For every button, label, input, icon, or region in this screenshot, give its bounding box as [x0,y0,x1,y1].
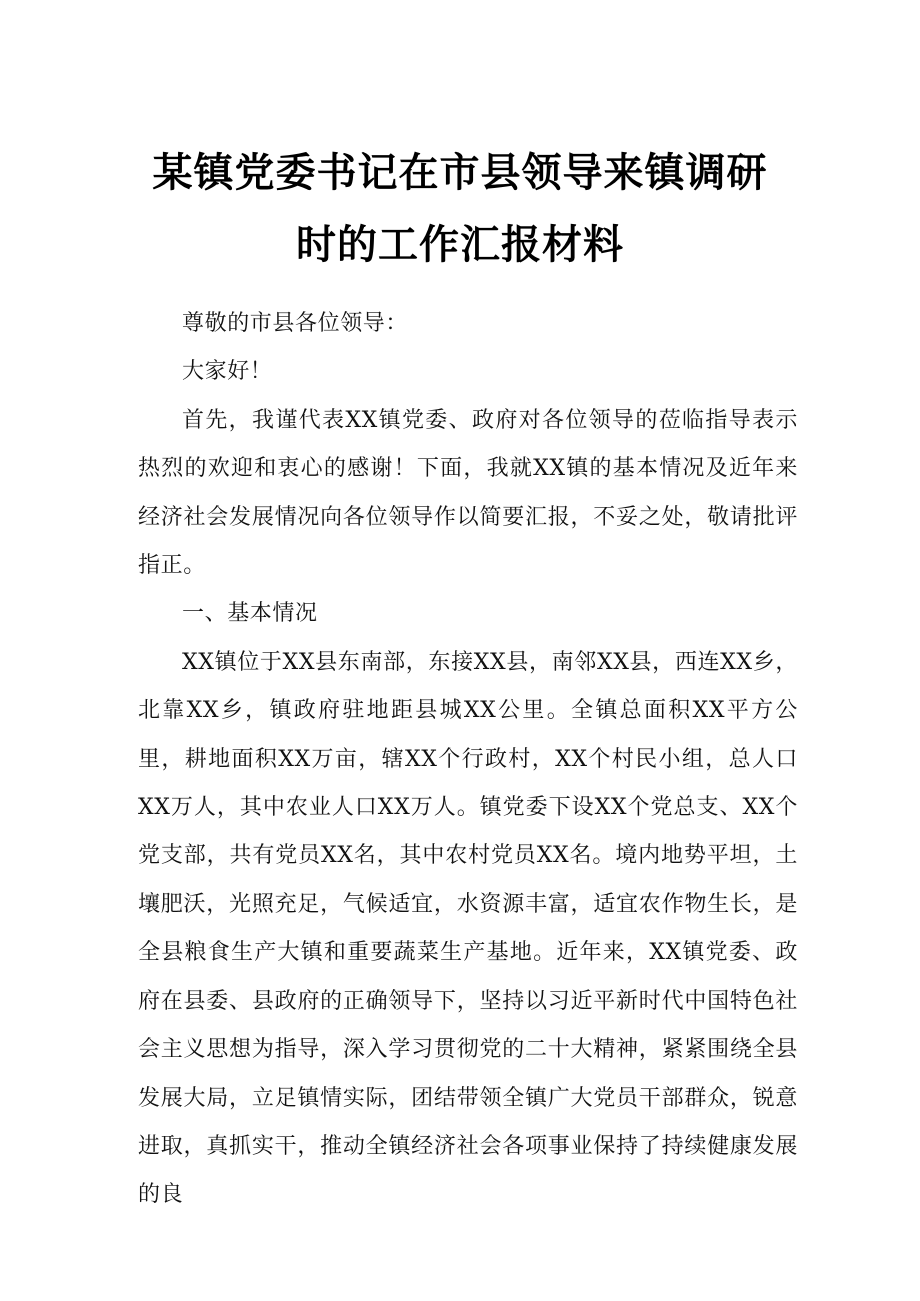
document-body [138,300,798,1220]
greeting: 大家好！ [182,359,273,385]
intro-paragraph: 首先，我谨代表XX镇党委、政府对各位领导的莅临指导表示热烈的欢迎和衷心的感谢！下面，我就XX镇的基本情况及近年来经济社会发展情况向各位领导作以简要汇报，不妥之处，敬请批评指正。 [138,407,798,579]
document-title-line-2: 时的工作汇报材料 [296,222,624,268]
section-heading-basic-info: 一、基本情况 [182,601,318,627]
salutation: 尊敬的市县各位领导： [182,311,409,336]
section-body-basic-info: XX镇位于XX县东南部，东接XX县，南邻XX县，西连XX乡，北靠XX乡，镇政府驻地距县城XX公里。全镇总面积XX平方公里，耕地面积XX万亩，辖XX个行政村，XX个村民小组，总人口XX万人，其中农业人口XX万人。镇党委下设XX个党总支、XX个党支部，共有党员XX名，其中农村党员XX名。境内地势平坦，土壤肥沃，光照充足，气候适宜，水资源丰富，适宜农作物生长，是全县粮食生产大镇和重要蔬菜生产基地。近年来，XX镇党委、政府在县委、县政府的正确领导下，坚持以习近平新时代中国特色社会主义思想为指导，深入学习贯彻党的二十大精神，紧紧围绕全县发展大局，立足镇情实际，团结带领全镇广大党员干部群众，锐意进取，真抓实干，推动全镇经济社会各项事业保持了持续健康发展的良 [138,649,798,1208]
document-title-line-1: 某镇党委书记在市县领导来镇调研 [152,150,768,196]
